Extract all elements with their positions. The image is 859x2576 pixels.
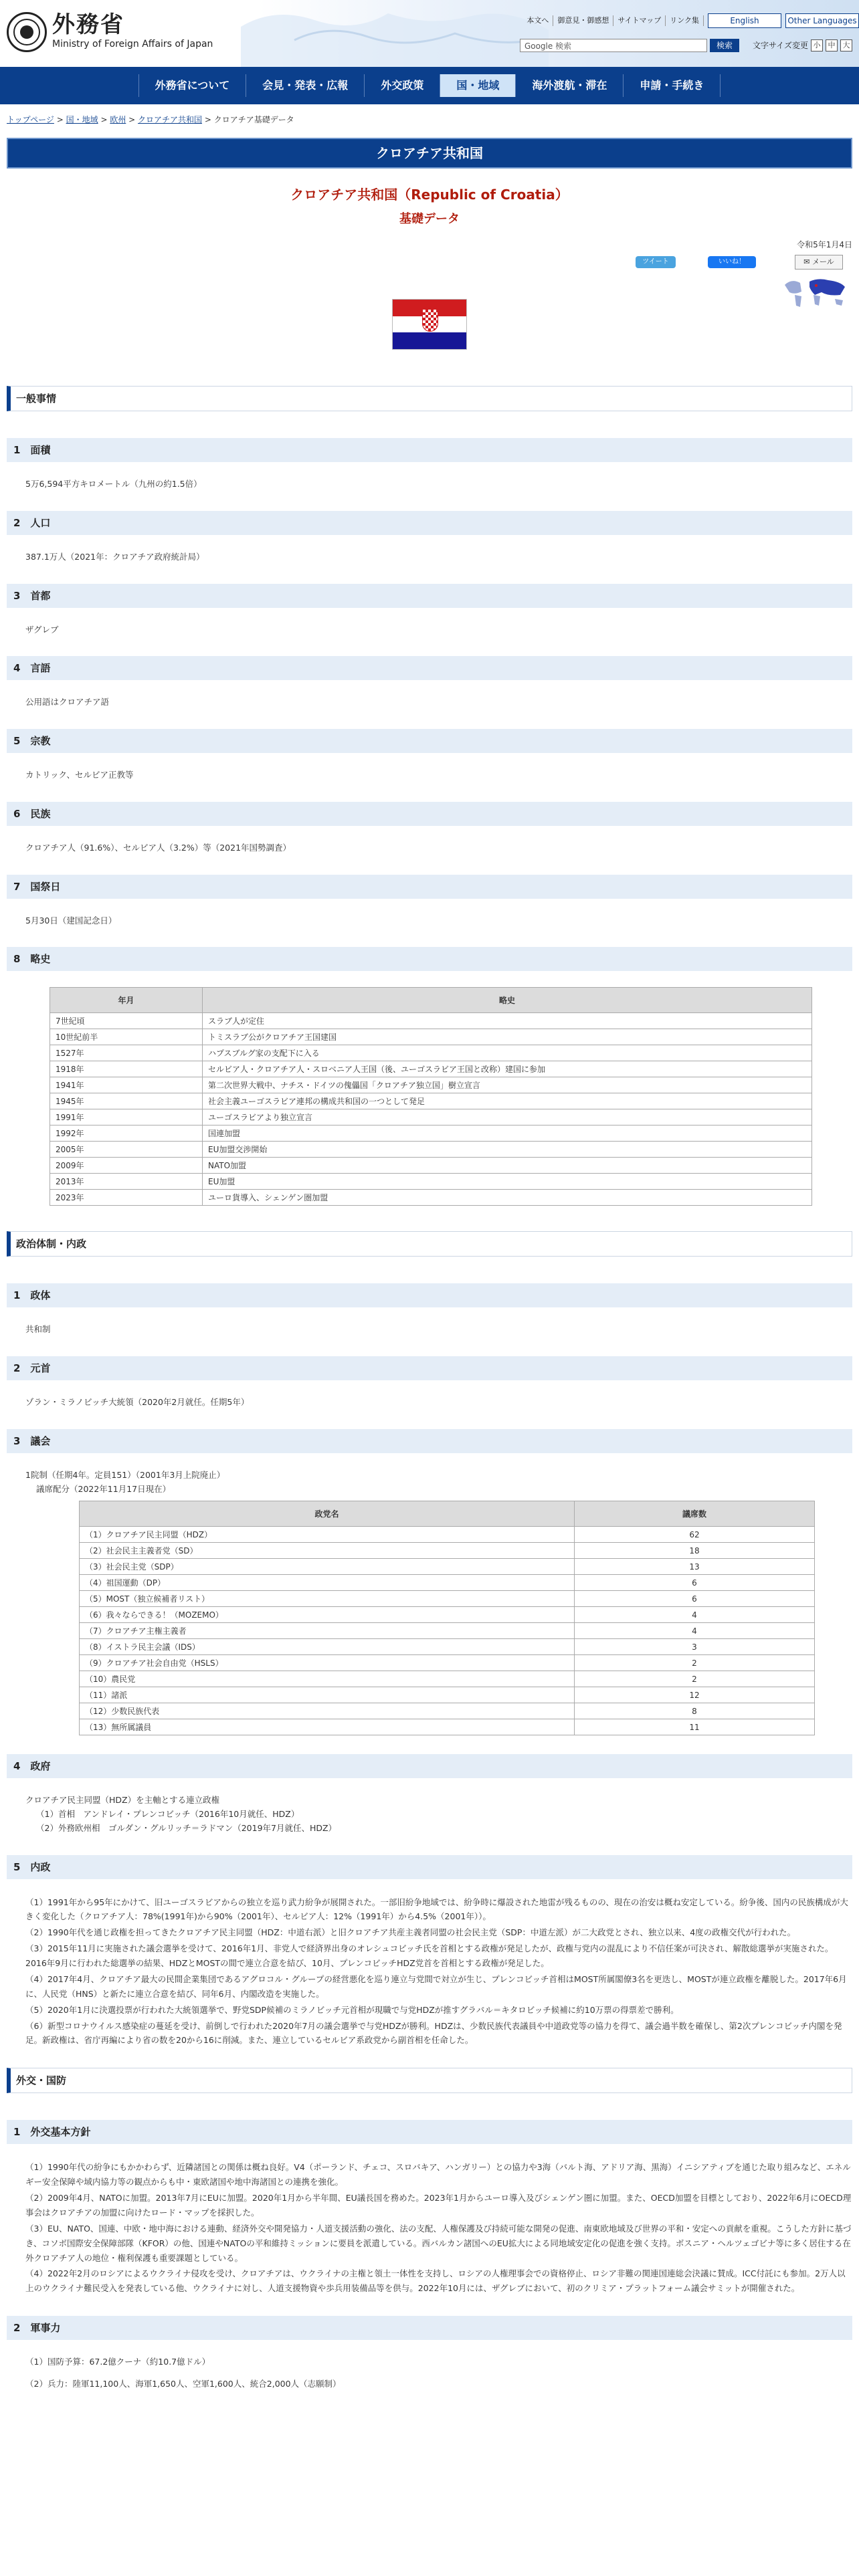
global-nav: [0, 67, 859, 104]
party-name-cell: （12）少数民族代表: [80, 1703, 575, 1719]
subheading-ethnicity: 6 民族: [7, 802, 852, 826]
party-seats-cell: 8: [575, 1703, 815, 1719]
history-row: [50, 1077, 812, 1093]
foreign-policy-block: [0, 2144, 859, 2316]
area-text: 5万6,594平方キロメートル（九州の約1.5倍）: [25, 479, 202, 489]
party-seats-cell: 62: [575, 1527, 815, 1543]
history-row: [50, 1029, 812, 1045]
subheading-head-of-state: 2 元首: [7, 1356, 852, 1380]
party-row: [80, 1671, 815, 1687]
search-button[interactable]: 検索: [710, 39, 739, 52]
history-date-cell: 2013年: [50, 1174, 203, 1190]
history-event-cell: ユーロ貨導入、シェンゲン圏加盟: [203, 1190, 812, 1206]
party-name-cell: （13）無所属議員: [80, 1719, 575, 1735]
language-text: 公用語はクロアチア語: [25, 697, 110, 708]
subheading-religion: 5 宗教: [7, 729, 852, 753]
history-date-cell: 1992年: [50, 1125, 203, 1142]
ethnicity-text: クロアチア人（91.6%）、セルビア人（3.2%）等（2021年国勢調査）: [25, 842, 292, 853]
history-event-cell: EU加盟交渉開始: [203, 1142, 812, 1158]
search-bar: [520, 39, 852, 52]
party-row: [80, 1687, 815, 1703]
history-date-cell: 1527年: [50, 1045, 203, 1061]
foreign-minister-text: （2）外務欧州相 ゴルダン・グルリッチ＝ラドマン（2019年7月就任、HDZ）: [36, 1822, 337, 1833]
party-row: [80, 1639, 815, 1655]
parliament-text: 1院制（任期4年。定員151）（2001年3月上院廃止）: [25, 1469, 225, 1480]
history-date-cell: 2005年: [50, 1142, 203, 1158]
history-event-cell: スラブ人が定住: [203, 1013, 812, 1029]
subheading-parliament: 3 議会: [7, 1429, 852, 1453]
domestic-para: （3）2015年11月に実施された議会選挙を受けて、2016年1月、非党人で経済界出身のオレシュコビッチ氏を首相とする政権が発足したが、政権与党内の混乱により不信任案が可決され、解散総選挙が実施された。2016年9月に行われた総選挙の結果、HDZとMOSTの間で連立合意を結び、10月、プレンコビッチHDZ党首を首相とする政権が発足した。: [25, 1943, 834, 1968]
subheading-national-day: 7 国祭日: [7, 875, 852, 899]
population-text: 387.1万人（2021年：クロアチア政府統計局）: [25, 551, 205, 562]
site-logo[interactable]: [7, 12, 213, 52]
military-budget: （1）国防予算：67.2億クーナ（約10.7億ドル）: [25, 2357, 211, 2367]
history-row: [50, 1045, 812, 1061]
party-name-cell: （6）我々ならできる！（MOZEMO）: [80, 1607, 575, 1623]
party-row: [80, 1559, 815, 1575]
party-table: [79, 1501, 815, 1735]
page-banner: クロアチア共和国: [7, 138, 852, 169]
history-row: [50, 1109, 812, 1125]
party-name-cell: （5）MOST（独立候補者リスト）: [80, 1591, 575, 1607]
party-name-cell: （7）クロアチア主権主義者: [80, 1623, 575, 1639]
share-bar: [0, 251, 859, 299]
other-languages-button[interactable]: Other Languages: [785, 13, 859, 28]
military-forces: （2）兵力：陸軍11,100人、海軍1,650人、空軍1,600人、統合2,000人（志願制）: [25, 2378, 341, 2389]
english-button[interactable]: English: [708, 13, 781, 28]
foreign-para: （4）2022年2月のロシアによるウクライナ侵攻を受け、クロアチアは、ウクライナの主権と領土一体性を支持し、ロシアの人権理事会での資格停止、ロシア非難の関連国連総会決議に賛成。ICC付託にも参加。2万人以上のウクライナ難民受入を発表している他、ウクライナに対し、人道支援物資や歩兵用装備品等を供与。2022年10月には、ザグレブにおいて、初のクリミア・プラットフォーム議会サミットが開催された。: [25, 2268, 846, 2294]
nav-travel[interactable]: 海外渡航・滞在: [516, 74, 624, 97]
domestic-block: [0, 1879, 859, 2068]
party-row: [80, 1703, 815, 1719]
party-seats-cell: 3: [575, 1639, 815, 1655]
history-date-cell: 1918年: [50, 1061, 203, 1077]
nav-policy[interactable]: 外交政策: [365, 74, 440, 97]
prime-minister-text: （1）首相 アンドレイ・プレンコビッチ（2016年10月就任、HDZ）: [36, 1809, 300, 1819]
breadcrumb-countries[interactable]: 国・地域: [66, 115, 98, 124]
party-seats-cell: 6: [575, 1591, 815, 1607]
mofa-emblem-icon: [7, 12, 47, 52]
history-event-cell: EU加盟: [203, 1174, 812, 1190]
history-date-cell: 1945年: [50, 1093, 203, 1109]
history-date-cell: 10世紀前半: [50, 1029, 203, 1045]
party-seats-cell: 13: [575, 1559, 815, 1575]
party-seats-cell: 4: [575, 1607, 815, 1623]
party-seats-cell: 2: [575, 1655, 815, 1671]
party-seats-cell: 4: [575, 1623, 815, 1639]
national-day-text: 5月30日（建国記念日）: [25, 915, 117, 926]
head-of-state-text: ゾラン・ミラノビッチ大統領（2020年2月就任。任期5年）: [25, 1397, 250, 1407]
party-name-cell: （2）社会民主主義者党（SD）: [80, 1543, 575, 1559]
party-seats-cell: 11: [575, 1719, 815, 1735]
party-row: [80, 1655, 815, 1671]
foreign-para: （2）2009年4月、NATOに加盟。2013年7月にEUに加盟。2020年1月から半年間、EU議長国を務めた。2023年1月からユーロ導入及びシェンゲン圏に加盟。また、OECD加盟を目標としており、2022年6月にOECD理事会はクロアチアの加盟に向けたロード・マップを採択した。: [25, 2193, 852, 2218]
facebook-like-button[interactable]: いいね！: [708, 256, 756, 268]
party-seats-cell: 12: [575, 1687, 815, 1703]
subheading-area: 1 面積: [7, 438, 852, 462]
subheading-capital: 3 首都: [7, 584, 852, 608]
subheading-foreign-policy: 1 外交基本方針: [7, 2120, 852, 2144]
subheading-history: 8 略史: [7, 947, 852, 971]
party-row: [80, 1607, 815, 1623]
history-row: [50, 1174, 812, 1190]
polity-text: 共和制: [25, 1324, 51, 1335]
link-skip-to-content[interactable]: 本文へ: [522, 15, 553, 27]
breadcrumb: トップページ > 国・地域 > 欧州 > クロアチア共和国 > クロアチア基礎データ: [7, 115, 294, 124]
logo-english: Ministry of Foreign Affairs of Japan: [52, 39, 213, 50]
party-name-cell: （4）祖国運動（DP）: [80, 1575, 575, 1591]
government-block: [0, 1778, 859, 1854]
font-size-large-button[interactable]: 大: [840, 39, 852, 51]
mail-button[interactable]: ✉ メール: [795, 255, 843, 270]
link-links[interactable]: リンク集: [666, 15, 704, 27]
seat-allocation-label: 議席配分（2022年11月17日現在）: [36, 1483, 171, 1494]
subheading-military: 2 軍事力: [7, 2316, 852, 2340]
nav-countries[interactable]: 国・地域: [440, 74, 516, 97]
history-table: [50, 987, 812, 1206]
religion-text: カトリック、セルビア正教等: [25, 770, 134, 780]
party-name-cell: （8）イストラ民主会議（IDS）: [80, 1639, 575, 1655]
party-row: [80, 1527, 815, 1543]
history-event-cell: 社会主義ユーゴスラビア連邦の構成共和国の一つとして発足: [203, 1093, 812, 1109]
subheading-language: 4 言語: [7, 656, 852, 680]
party-header-name: 政党名: [80, 1501, 575, 1527]
history-event-cell: セルビア人・クロアチア人・スロベニア人王国（後、ユーゴスラビア王国と改称）建国に参加: [203, 1061, 812, 1077]
history-row: [50, 1190, 812, 1206]
section-politics: 政治体制・内政: [7, 1231, 852, 1257]
subheading-polity: 1 政体: [7, 1283, 852, 1307]
domestic-para: （1）1991年から95年にかけて、旧ユーゴスラビアからの独立を巡り武力紛争が展開された。一部旧紛争地域では、紛争時に爆設された地雷が残るものの、現在の治安は概ね安定している。紛争後、国内の民族構成が大きく変化した（クロアチア人：78%(1991年)から90%（2001年）、セルビア人：12%（1991年）から4.5%（2001年））。: [25, 1897, 848, 1922]
party-name-cell: （3）社会民主党（SDP）: [80, 1559, 575, 1575]
nav-press[interactable]: 会見・発表・広報: [246, 74, 365, 97]
party-row: [80, 1575, 815, 1591]
party-name-cell: （9）クロアチア社会自由党（HSLS）: [80, 1655, 575, 1671]
mail-label: メール: [812, 257, 834, 266]
breadcrumb-europe[interactable]: 欧州: [110, 115, 126, 124]
link-sitemap[interactable]: サイトマップ: [613, 15, 666, 27]
search-input[interactable]: Google 検索: [520, 39, 707, 52]
font-size-label: 文字サイズ変更: [752, 41, 808, 50]
history-row: [50, 1061, 812, 1077]
history-event-cell: 国連加盟: [203, 1125, 812, 1142]
page-title: クロアチア共和国（Republic of Croatia）: [290, 187, 569, 203]
flag-container: [0, 299, 859, 366]
site-header: [0, 0, 859, 67]
history-event-cell: ハプスブルグ家の支配下に入る: [203, 1045, 812, 1061]
subheading-domestic: 5 内政: [7, 1855, 852, 1879]
history-header-date: 年月: [50, 988, 203, 1013]
history-date-cell: 2009年: [50, 1158, 203, 1174]
domestic-para: （5）2020年1月に決選投票が行われた大統領選挙で、野党SDP候補のミラノビッチ元首相が現職で与党HDZが推すグラバル＝キタロビッチ候補に約10万票の得票差で勝利。: [25, 2004, 679, 2015]
font-size-small-button[interactable]: 小: [811, 39, 823, 51]
font-size-medium-button[interactable]: 中: [826, 39, 838, 51]
history-date-cell: 2023年: [50, 1190, 203, 1206]
capital-text: ザグレブ: [25, 624, 59, 635]
party-row: [80, 1591, 815, 1607]
history-date-cell: 1941年: [50, 1077, 203, 1093]
history-row: [50, 1142, 812, 1158]
domestic-para: （2）1990年代を通じ政権を担ってきたクロアチア民主同盟（HDZ：中道右派）と旧クロアチア共産主義者同盟の社会民主党（SDP：中道左派）が二大政党とされ、独立以来、4度の政権交代が行われた。: [25, 1927, 796, 1938]
history-row: [50, 1125, 812, 1142]
twitter-share-button[interactable]: ツイート: [636, 256, 676, 268]
parliament-block: [0, 1453, 859, 1755]
croatia-flag-icon: [392, 299, 467, 350]
party-seats-cell: 6: [575, 1575, 815, 1591]
domestic-para: （4）2017年4月、クロアチア最大の民間企業集団であるアグロコル・グループの経営悪化を巡り連立与党間で対立が生じ、プレンコビッチ首相はMOST所属閣僚3名を更迭し、MOSTが連立政権を離脱した。2017年6月に、人民党（HNS）と新たに連立合意を結び、同年6月、内閣改造を実施した。: [25, 1973, 847, 1999]
link-feedback[interactable]: 御意見・御感想: [553, 15, 613, 27]
party-row: [80, 1623, 815, 1639]
breadcrumb-current: クロアチア基礎データ: [213, 115, 294, 124]
subheading-population: 2 人口: [7, 511, 852, 535]
logo-japanese: 外務省: [52, 11, 124, 38]
section-general: 一般事情: [7, 386, 852, 411]
world-map-decoration: [214, 0, 562, 67]
government-text: クロアチア民主同盟（HDZ）を主軸とする連立政権: [25, 1795, 220, 1806]
world-locator-map-icon: [781, 275, 848, 310]
history-date-cell: 7世紀頃: [50, 1013, 203, 1029]
history-event-cell: NATO加盟: [203, 1158, 812, 1174]
utility-links: [522, 13, 859, 28]
foreign-para: （3）EU、NATO、国連、中欧・地中海における連動、経済外交や開発協力・人道支援活動の強化、法の支配、人権保護及び持続可能な開発の促進、南東欧地域及び世界の平和・安定への貢献を重視。こうした方針に基づき、コソボ国際安全保障部隊（KFOR）の他、国連やNATOの平和維持ミッションに要員を派遣している。西バルカン諸国へのEU拡大による同地域安定化の促進を強く支持。ボスニア・ヘルツェゴビナ等に多く居住する在外クロアチア人の地位・権利保護も重要課題としている。: [25, 2223, 852, 2263]
party-seats-cell: 2: [575, 1671, 815, 1687]
section-foreign: 外交・国防: [7, 2068, 852, 2093]
party-row: [80, 1719, 815, 1735]
party-header-seats: 議席数: [575, 1501, 815, 1527]
history-block: [0, 971, 859, 1224]
party-row: [80, 1543, 815, 1559]
breadcrumb-croatia[interactable]: クロアチア共和国: [138, 115, 203, 124]
history-date-cell: 1991年: [50, 1109, 203, 1125]
domestic-para: （6）新型コロナウイルス感染症の蔓延を受け、前倒しで行われた2020年7月の議会選挙で与党HDZが勝利。HDZは、少数民族代表議員や中道政党等の協力を得て、議会過半数を確保し、第2次プレンコビッチ内閣を発足。新政権は、省庁再編により省の数を20から16に削減。また、連立しているセルビア系政党から副首相を任命した。: [25, 2020, 842, 2046]
history-row: [50, 1093, 812, 1109]
party-name-cell: （1）クロアチア民主同盟（HDZ）: [80, 1527, 575, 1543]
military-block: [0, 2340, 859, 2411]
history-event-cell: トミスラブ公がクロアチア王国建国: [203, 1029, 812, 1045]
history-event-cell: 第二次世界大戦中、ナチス・ドイツの傀儡国「クロアチア独立国」樹立宣言: [203, 1077, 812, 1093]
breadcrumb-top[interactable]: トップページ: [7, 115, 54, 124]
party-name-cell: （10）農民党: [80, 1671, 575, 1687]
history-event-cell: ユーゴスラビアより独立宣言: [203, 1109, 812, 1125]
page-subtitle: 基礎データ: [399, 212, 460, 226]
party-name-cell: （11）諸派: [80, 1687, 575, 1703]
party-seats-cell: 18: [575, 1543, 815, 1559]
publish-date: 令和5年1月4日: [797, 240, 852, 249]
history-row: [50, 1158, 812, 1174]
nav-about[interactable]: 外務省について: [138, 74, 247, 97]
history-row: [50, 1013, 812, 1029]
subheading-government: 4 政府: [7, 1754, 852, 1778]
nav-applications[interactable]: 申請・手続き: [624, 74, 721, 97]
foreign-para: （1）1990年代の紛争にもかかわらず、近隣諸国との関係は概ね良好。V4（ポーランド、チェコ、スロバキア、ハンガリー）との協力や3海（バルト海、アドリア海、黒海）イニシアティブを通じた取り組みなど、エネルギー安全保障や域内協力等の観点からも中・東欧諸国や地中海諸国との連携を強化。: [25, 2162, 851, 2187]
history-header-event: 略史: [203, 988, 812, 1013]
